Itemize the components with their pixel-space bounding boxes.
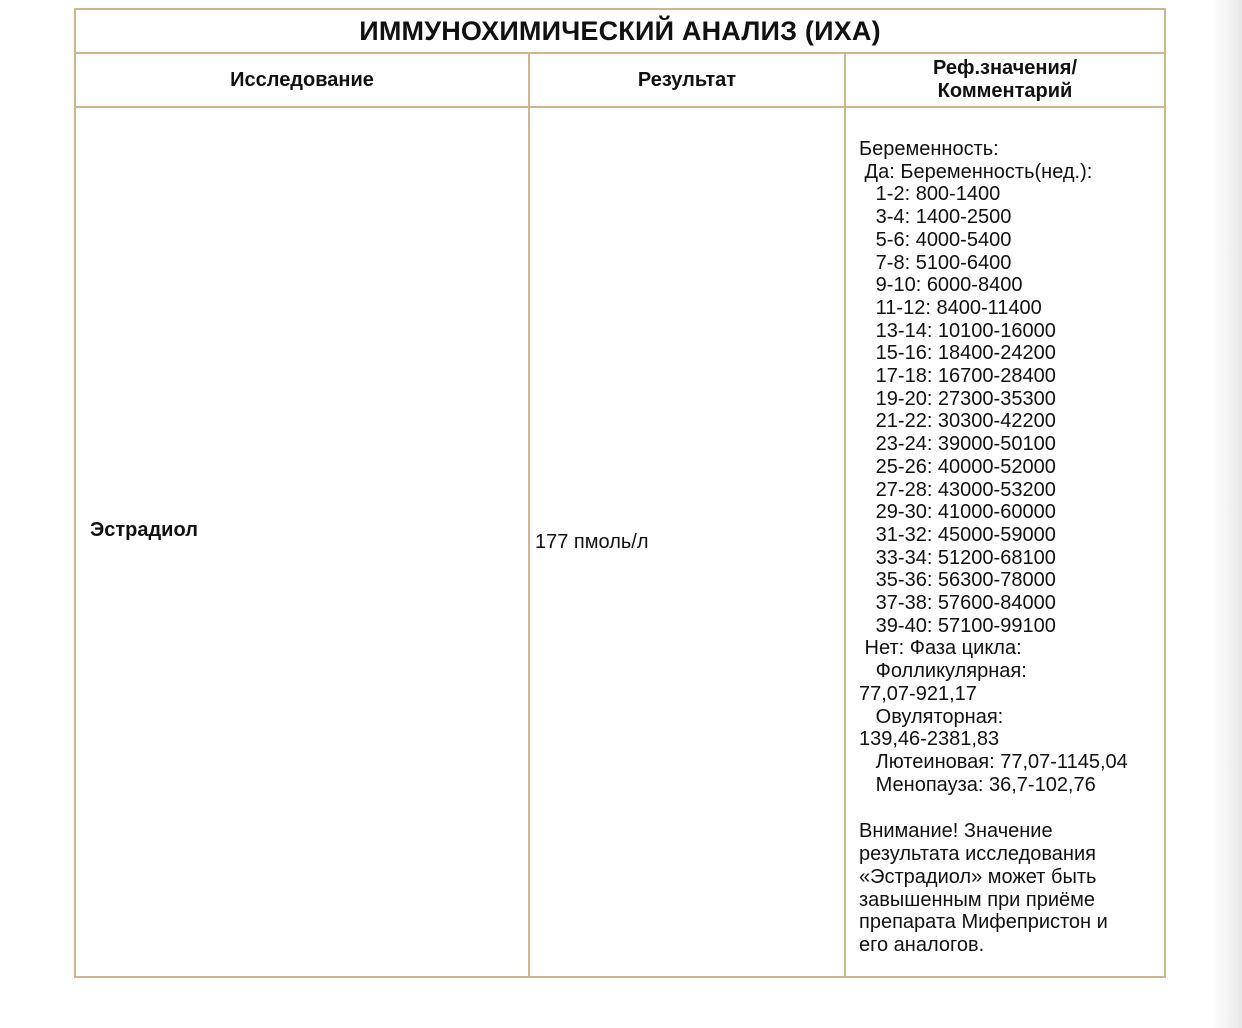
warning-note	[859, 820, 1156, 956]
reference-cell	[845, 107, 1165, 977]
reference-values	[859, 138, 1156, 796]
reference-line: 139,46-2381,83	[859, 728, 1000, 751]
warning-line: Внимание! Значение	[859, 820, 1053, 843]
reference-line: 13-14: 10100-16000	[859, 319, 1056, 342]
reference-line: 1-2: 800-1400	[859, 183, 1001, 206]
reference-line: 25-26: 40000-52000	[859, 455, 1056, 478]
reference-line: 35-36: 56300-78000	[859, 569, 1056, 592]
reference-line: Фолликулярная:	[859, 660, 1027, 683]
test-name-cell	[75, 107, 529, 977]
reference-line: 7-8: 5100-6400	[859, 251, 1012, 274]
reference-line: Беременность:	[859, 138, 999, 160]
reference-line: 23-24: 39000-50100	[859, 433, 1056, 456]
reference-line: 77,07-921,17	[859, 682, 977, 705]
reference-line: 37-38: 57600-84000	[859, 592, 1056, 615]
header-reference-line2: Комментарий	[937, 80, 1073, 102]
table-row	[75, 107, 1165, 977]
page-edge-shadow	[1212, 0, 1242, 1028]
reference-line: Нет: Фаза цикла:	[859, 637, 1022, 660]
reference-line: 3-4: 1400-2500	[859, 206, 1012, 229]
reference-line: 11-12: 8400-11400	[859, 296, 1042, 319]
header-test: Исследование	[75, 53, 529, 107]
reference-line: 9-10: 6000-8400	[859, 274, 1023, 297]
header-reference-line1: Реф.значения/	[933, 57, 1078, 79]
immunochemical-analysis-table	[74, 8, 1166, 978]
reference-line: 39-40: 57100-99100	[859, 614, 1056, 637]
warning-line: результата исследования	[859, 843, 1096, 866]
reference-line: 29-30: 41000-60000	[859, 501, 1056, 524]
reference-line: Да: Беременность(нед.):	[859, 160, 1093, 183]
warning-line: завышенным при приёме	[859, 888, 1096, 911]
reference-line: 15-16: 18400-24200	[859, 342, 1056, 365]
reference-line: 19-20: 27300-35300	[859, 387, 1056, 410]
reference-line: 33-34: 51200-68100	[859, 546, 1056, 569]
reference-line: 17-18: 16700-28400	[859, 365, 1056, 388]
header-result: Результат	[529, 53, 845, 107]
reference-line: 31-32: 45000-59000	[859, 523, 1056, 546]
reference-line: 27-28: 43000-53200	[859, 478, 1056, 501]
result-cell	[529, 107, 845, 977]
warning-line: препарата Мифепристон и	[859, 911, 1108, 934]
warning-line: «Эстрадиол» может быть	[859, 865, 1097, 888]
table-header-row	[75, 53, 1165, 107]
reference-line: 21-22: 30300-42200	[859, 410, 1056, 433]
reference-line: Овуляторная:	[859, 705, 1004, 728]
reference-line: 5-6: 4000-5400	[859, 228, 1012, 251]
reference-line: Лютеиновая: 77,07-1145,04	[859, 750, 1128, 773]
reference-line: Менопауза: 36,7-102,76	[859, 773, 1096, 796]
header-reference	[845, 53, 1165, 107]
table-title: ИММУНОХИМИЧЕСКИЙ АНАЛИЗ (ИХА)	[75, 9, 1165, 53]
table-title-row	[75, 9, 1165, 53]
test-name: Эстрадиол	[90, 518, 198, 541]
result-value: 177 пмоль/л	[535, 530, 649, 553]
warning-line: его аналогов.	[859, 933, 985, 956]
